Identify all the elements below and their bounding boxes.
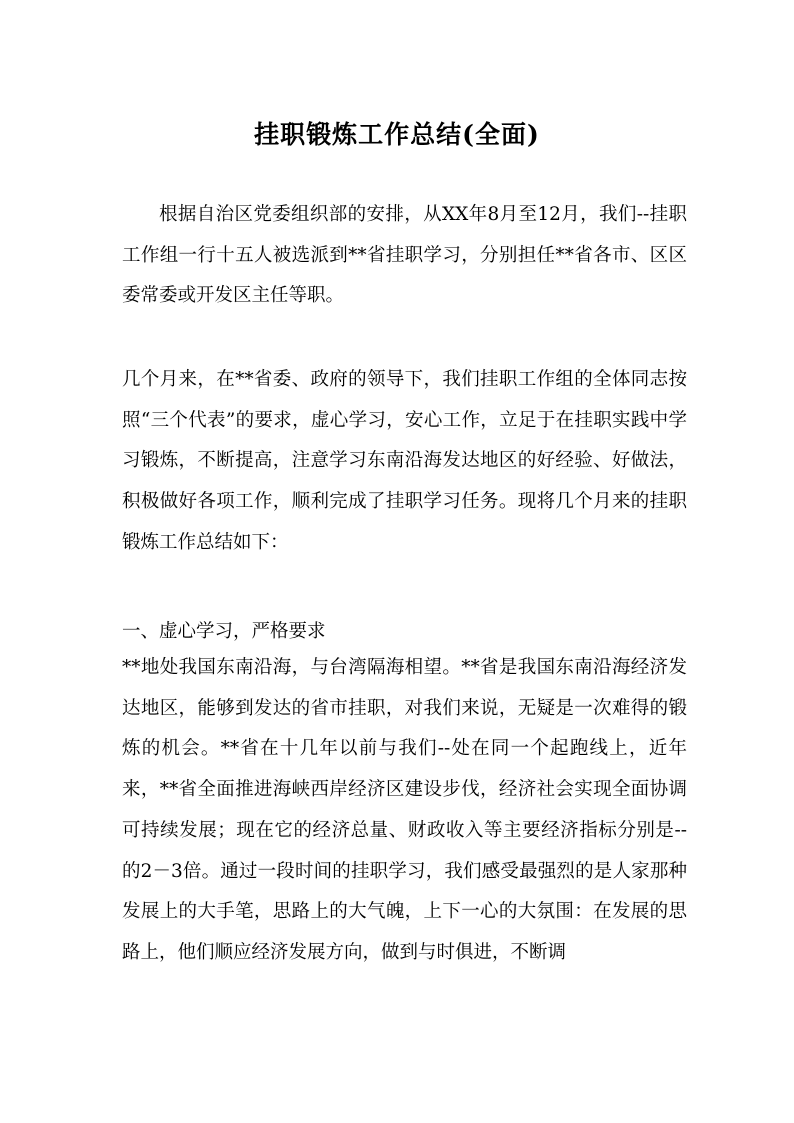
paragraph-intro: 根据自治区党委组织部的安排，从XX年8月至12月，我们--挂职工作组一行十五人被选派到**省挂职学习，分别担任**省各市、区区委常委或开发区主任等职。 bbox=[122, 204, 687, 307]
section-paragraph: **地处我国东南沿海，与台湾隔海相望。**省是我国东南沿海经济发达地区，能够到发达的省市挂职，对我们来说，无疑是一次难得的锻炼的机会。**省在十几年以前与我们--处在同一个起跑线上，近年来，**省全面推进海峡西岸经济区建设步伐，经济社会实现全面协调可持续发展；现在它的经济总量、财政收入等主要经济指标分别是--的2－3倍。通过一段时间的挂职学习，我们感受最强烈的是人家那种发展上的大手笔，思路上的大气魄，上下一心的大氛围：在发展的思路上，他们顺应经济发展方向，做到与时俱进，不断调 bbox=[122, 657, 687, 963]
section-heading: 一、虚心学习，严格要求 bbox=[122, 621, 326, 642]
paragraph-overview: 几个月来，在**省委、政府的领导下，我们挂职工作组的全体同志按照“三个代表”的要求，虚心学习，安心工作，立足于在挂职实践中学习锻炼，不断提高，注意学习东南沿海发达地区的好经验、好做法，积极做好各项工作，顺利完成了挂职学习任务。现将几个月来的挂职锻炼工作总结如下： bbox=[122, 369, 687, 553]
document-title: 挂职锻炼工作总结(全面) bbox=[254, 119, 540, 149]
